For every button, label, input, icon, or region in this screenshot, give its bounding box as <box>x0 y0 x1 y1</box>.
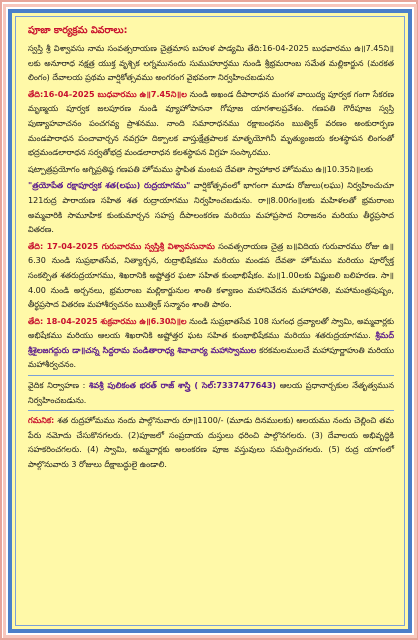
day2-paragraph <box>28 240 394 313</box>
day1-paragraph <box>28 88 394 161</box>
priest-label: వైదిక నిర్వాహణ : <box>28 381 89 391</box>
priest-paragraph <box>28 379 394 408</box>
divider-top <box>28 375 394 376</box>
document-content <box>15 16 405 626</box>
priest-text: ఆలయ ప్రధానార్చకుల నేతృత్వమున నిర్వహించబడును. <box>28 381 395 405</box>
note-text: శత రుద్రహోమము నందు పాల్గొనువారు రూ॥1100/- (మూడు దినములకు) ఆలయము నందు చెల్లించి తమ పేరు నమోదు చేసుకొనగలరు. (2)పూజలో సంప్రదాయ దుస్తులు ధరించి పాల్గొనగలరు. (3) దేవాలయ అభివృద్ధికి సహకరించగలరు. (4) స్వామి, అమ్మవార్లకు అలంకరణ పూజ వస్తువులు సమర్పించగలరు. (5) రుద్ర యాగంలో పాల్గొనువారు 3 రోజులు దీక్షాబద్ధులై ఉండాలి. <box>28 416 395 470</box>
program-heading: పూజా కార్యక్రమ వివరాలు: <box>28 25 128 36</box>
day1-text: నుండి అఖండ దీపారాధన మంగళ వాయిద్య పూర్వక గంగా సేకరణ మృణ్మయ పూర్వక జలపూరణ నుండి వ్యూహోపాసనా గోపూజ యాగశాలప్రవేశం. గణపతి గౌరీపూజ స్వస్తి పుణ్యాహవాచనం పంచగవ్య ప్రాశనము. నాంది సమారాధనము రక్షాబంధనం ఋత్విక్ వరణం అంకురార్పణ మండపారాధన పంచావార్చన నవగ్రహ దిక్పాలక వాస్తుక్షేత్రపాలక మాతృయోగినీ మృత్యుంజయ కలశస్థాపన లింగంతో భద్రమండలారాధన సర్వతోభద్ర మండలారాధన కలశస్థాపన విగ్రహ సంస్కారము. <box>28 89 394 158</box>
priest-phone: ( సెల్:7337477643) <box>190 381 277 391</box>
note-paragraph <box>28 414 394 472</box>
intro-paragraph <box>28 42 394 86</box>
day3-date: తేది: 18-04-2025 శుక్రవారము ఉ॥6.30ని॥ల <box>28 316 187 326</box>
day3-text-a: నుండి సుప్రభాతసేవ 108 సుగంధ ద్రవ్యాలతో స్వామి, అమ్మవార్లకు అభిషేకము మరియు ఆలయ శిఖరానికి అష్టోత్తర ఘట సహిత కుంభాభిషేకము మరియు శతరుద్రయాగము. <box>28 316 394 341</box>
rudrayagam-text: వార్షికోత్సవంలో భాగంగా మూడు రోజులు(లఘు) నిర్వహించుచూ 121రుద్ర పారాయణ సహిత శత రుద్రాయాగము నిర్వహించబడును. రా॥8.00గం॥లకు మహిళలతో భ్రమరాంబ అమ్మవారికి సామూహిక కుంకుమార్చన సహస్ర దీపాలంకరణ మరియు మహాప్రసాద నిరాజనం మరియు తీర్థప్రసాద వితరణ. <box>28 181 394 235</box>
swamiji-name: శ్రీమద్ శ్రీశైలజగద్గురు డా॥చన్న సిద్దరామ పండితారాధ్య శివాచార్య మహాస్వాముల <box>28 331 394 355</box>
day3-paragraph <box>28 315 394 373</box>
intro-text: స్వస్తి శ్రీ విశ్వావసు నామ సంవత్సరాయణ చైత్రమాస బహుళ పాడ్యమి తేది:16-04-2025 బుధవారము ఉ॥7.45ని॥లకు అనూరాధ నక్షత్ర యుక్త వృశ్చిక లగ్నమునందు సుముహూర్తము నుండి శ్రీభ్రమరాంబ సమేత మల్లికార్జున (మరకత లింగం) దేవాలయ ప్రథమ వార్షికోత్సవము అంగరంగ వైభవంగా నిర్వహించబడును <box>28 44 394 83</box>
divider-bottom <box>28 410 394 411</box>
day2-text: సంవత్సరాయణ చైత్ర బ॥విదియ గురువారము రోజు ఉ॥6.30 నుండి సుప్రభాతసేవ, నిత్యార్చన, రుద్రాభిషేకము మరియు మండప దేవతా హోమము మరియు పూర్వోక్త సంకల్పిత శతరుద్రయాగము, శిఖరానికి అష్టోత్తర ఘటా సహిత కుంభాభిషేకం. మ॥1.00లకు విష్ణుబలి బలిహరణ. సా॥4.00 నుండి అర్చనలు, భ్రమరాంబ మల్లికార్జునుల శాంతి కళ్యాణం మహానివేదన మహాహారతి, మహామంత్రపుష్పం, తీర్థప్రసాద వితరణ మహాశీర్వచనం ఋత్విక్ సన్మానం శాంతి పాఠం. <box>28 241 394 310</box>
note-label: గమనిక: <box>28 416 58 426</box>
homam-paragraph <box>28 163 394 178</box>
document-frame <box>8 9 412 633</box>
day2-date: తేది: 17-04-2025 గురువారము స్వస్తిశ్రీ విశ్వావసునామ <box>28 241 215 251</box>
priest-name: శివశ్రీ పులికంత భరత్ రాజ్ శాస్త్రి <box>89 381 191 391</box>
day3-text-b: కరకమలములచే మహాపూర్ణాహుతి మరియు మహాశీర్వచనం. <box>28 345 394 370</box>
rudrayagam-paragraph <box>28 179 394 237</box>
rudrayagam-title: "త్రయోపేత రక్షాపూర్వక శత(లఘు) రుద్రయాగము" <box>28 181 191 191</box>
day1-date: తేది:16-04-2025 బుధవారము ఉ॥7.45ని॥ల <box>28 89 187 99</box>
homam-text: షట్పాత్రప్రయోగం అగ్నిప్రతిష్ఠ గణపతి హోమము స్థాపిత మంటప దేవతా స్వాహాకార హోమము ఉ॥10.35ని॥లకు <box>28 164 373 174</box>
